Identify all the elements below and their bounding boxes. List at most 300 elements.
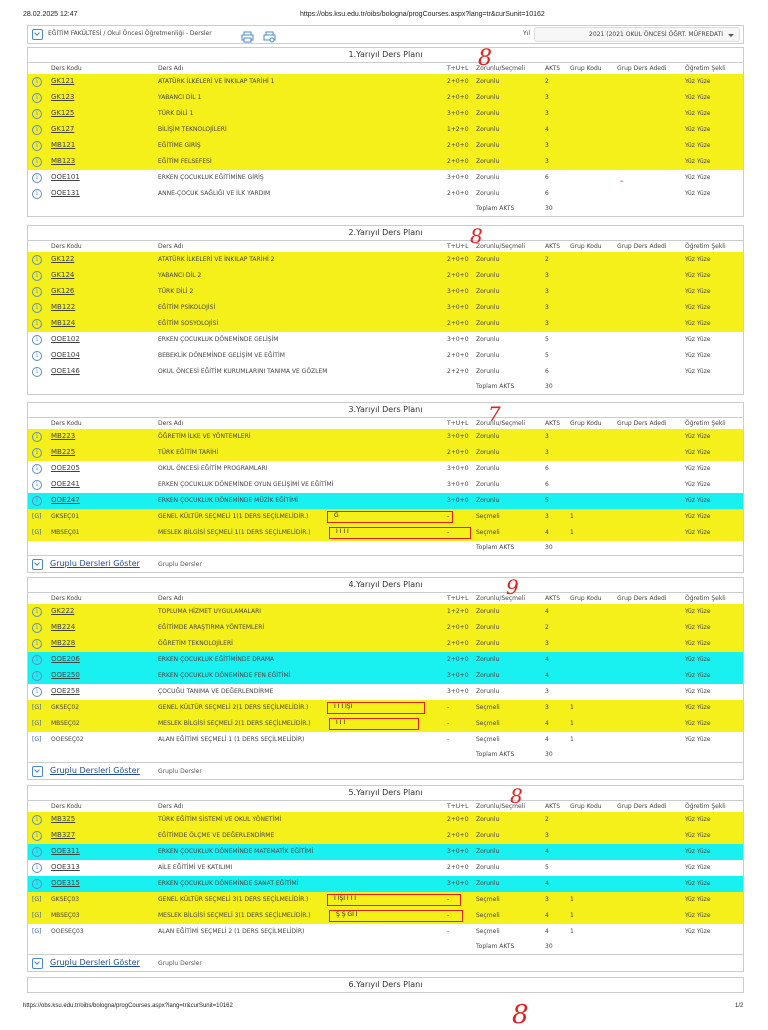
course-akts: 6 (545, 368, 549, 375)
total-akts: 30 (545, 544, 553, 551)
course-delivery: Yüz Yüze (685, 126, 711, 133)
handwritten-count: 8 (512, 1000, 529, 1030)
course-tul: - (447, 720, 450, 727)
course-type: Zorunlu (476, 624, 500, 631)
course-delivery: Yüz Yüze (685, 94, 711, 101)
column-group-count: Grup Ders Adedi (617, 65, 667, 72)
table-header (28, 63, 743, 74)
course-tul: 2+0+0 (447, 320, 469, 327)
course-type: Zorunlu (476, 368, 500, 375)
info-icon[interactable]: i (32, 687, 42, 697)
course-delivery: Yüz Yüze (685, 928, 711, 935)
course-type: Zorunlu (476, 158, 500, 165)
course-akts: 5 (545, 497, 549, 504)
course-tul: - (447, 529, 450, 536)
semester-plan (27, 47, 744, 217)
course-row (28, 332, 743, 348)
course-akts: 3 (545, 896, 549, 903)
handwritten-dash: - (620, 176, 624, 187)
print-footer (0, 1003, 768, 1013)
course-name: ATATÜRK İLKELERİ VE İNKILAP TARİHİ 1 (158, 78, 275, 85)
print-header (0, 11, 768, 21)
course-code-link[interactable]: OOE104 (51, 351, 80, 359)
course-delivery: Yüz Yüze (685, 672, 711, 679)
info-icon[interactable]: i (32, 367, 42, 377)
show-grouped-courses-link[interactable]: Gruplu Dersleri Göster (50, 559, 140, 568)
course-delivery: Yüz Yüze (685, 880, 711, 887)
info-icon[interactable]: i (32, 319, 42, 329)
handwritten-count: 8 (470, 224, 483, 248)
course-code-link[interactable]: OOE146 (51, 367, 80, 375)
course-tul: 3+0+0 (447, 481, 469, 488)
course-row (28, 509, 743, 525)
column-tul: T+U+L (447, 243, 469, 250)
course-code-link[interactable]: GK126 (51, 287, 75, 295)
grouped-courses-label: Gruplu Dersler (158, 960, 202, 967)
course-akts: 2 (545, 624, 549, 631)
info-icon[interactable]: i (32, 815, 42, 825)
info-icon[interactable]: i (32, 271, 42, 281)
course-name: TOPLUMA HİZMET UYGULAMALARI (158, 608, 262, 615)
course-name: ÖĞRETİM İLKE VE YÖNTEMLERİ (158, 433, 251, 440)
course-akts: 3 (545, 272, 549, 279)
course-tul: 2+2+0 (447, 368, 469, 375)
course-tul: 2+0+0 (447, 78, 469, 85)
course-group-code: 1 (570, 704, 574, 711)
course-tul: 3+0+0 (447, 497, 469, 504)
course-code-link[interactable]: OOE247 (51, 496, 80, 504)
course-code-link[interactable]: GK125 (51, 109, 75, 117)
course-row (28, 493, 743, 509)
info-icon[interactable]: i (32, 623, 42, 633)
course-type: Zorunlu (476, 481, 500, 488)
course-delivery: Yüz Yüze (685, 336, 711, 343)
info-icon[interactable]: i (32, 173, 42, 183)
course-name: YABANCI DİL 2 (158, 272, 202, 279)
footer-page: 1/2 (735, 1003, 744, 1009)
course-name: GENEL KÜLTÜR SEÇMELİ 1(1 DERS SEÇİLMELİDİR.) (158, 513, 309, 520)
info-icon[interactable]: i (32, 109, 42, 119)
course-type: Seçmeli (476, 736, 500, 743)
course-row (28, 445, 743, 461)
info-icon[interactable]: i (32, 671, 42, 681)
total-akts: 30 (545, 383, 553, 390)
course-delivery: Yüz Yüze (685, 158, 711, 165)
course-type: Seçmeli (476, 896, 500, 903)
course-code-link[interactable]: MB122 (51, 303, 76, 311)
course-type: Seçmeli (476, 912, 500, 919)
course-delivery: Yüz Yüze (685, 832, 711, 839)
column-type: Zorunlu/Seçmeli (476, 243, 526, 250)
course-tul: - (447, 736, 450, 743)
course-akts: 3 (545, 288, 549, 295)
course-delivery: Yüz Yüze (685, 288, 711, 295)
info-icon[interactable]: i (32, 141, 42, 151)
course-name: TÜRK DİLİ 2 (158, 288, 194, 295)
group-marker: [G] (32, 736, 42, 743)
column-type: Zorunlu/Seçmeli (476, 420, 526, 427)
course-delivery: Yüz Yüze (685, 352, 711, 359)
info-icon[interactable]: i (32, 157, 42, 167)
course-row (28, 525, 743, 541)
expand-icon[interactable] (32, 958, 43, 969)
course-code-link[interactable]: OOE241 (51, 480, 80, 488)
column-akts: AKTS (545, 595, 561, 602)
course-akts: 4 (545, 529, 549, 536)
course-akts: 3 (545, 640, 549, 647)
course-code: MBSEÇ02 (51, 720, 80, 727)
course-name: MESLEK BİLGİSİ SEÇMELİ 3(1 DERS SEÇİLMELİDİR.) (158, 912, 311, 919)
course-delivery: Yüz Yüze (685, 513, 711, 520)
course-name: OKUL ÖNCESİ EĞİTİM PROGRAMLARI (158, 465, 268, 472)
column-group-code: Grup Kodu (570, 65, 602, 72)
course-code-link[interactable]: GK121 (51, 77, 75, 85)
course-name: EĞİTİMDE ÖLÇME VE DEĞERLENDİRME (158, 832, 275, 839)
course-code-link[interactable]: OOE250 (51, 671, 80, 679)
course-code-link[interactable]: OOE101 (51, 173, 80, 181)
course-type: Zorunlu (476, 816, 500, 823)
course-akts: 3 (545, 304, 549, 311)
redbox-marks: I I I I (336, 528, 349, 535)
course-delivery: Yüz Yüze (685, 848, 711, 855)
course-row (28, 668, 743, 684)
course-delivery: Yüz Yüze (685, 368, 711, 375)
course-code-link[interactable]: OOE102 (51, 335, 80, 343)
info-icon[interactable]: i (32, 655, 42, 665)
expand-icon[interactable] (32, 559, 43, 570)
semester-title: 1.Yarıyıl Ders Planı (28, 47, 743, 63)
column-akts: AKTS (545, 243, 561, 250)
course-type: Zorunlu (476, 174, 500, 181)
total-label: Toplam AKTS (476, 205, 515, 212)
course-tul: 3+0+0 (447, 304, 469, 311)
course-delivery: Yüz Yüze (685, 656, 711, 663)
course-type: Zorunlu (476, 142, 500, 149)
column-akts: AKTS (545, 420, 561, 427)
course-delivery: Yüz Yüze (685, 110, 711, 117)
info-icon[interactable]: i (32, 847, 42, 857)
info-icon[interactable]: i (32, 607, 42, 617)
course-delivery: Yüz Yüze (685, 320, 711, 327)
dropdown-icon[interactable] (32, 29, 43, 40)
course-akts: 6 (545, 481, 549, 488)
course-code-link[interactable]: MB223 (51, 432, 76, 440)
course-delivery: Yüz Yüze (685, 481, 711, 488)
course-group-code: 1 (570, 736, 574, 743)
course-code-link[interactable]: OOE311 (51, 847, 80, 855)
total-akts: 30 (545, 943, 553, 950)
course-row (28, 652, 743, 668)
info-icon[interactable]: i (32, 831, 42, 841)
course-code-link[interactable]: GK122 (51, 255, 75, 263)
course-group-code: 1 (570, 912, 574, 919)
course-row (28, 924, 743, 940)
course-tul: 3+0+0 (447, 672, 469, 679)
info-icon[interactable]: i (32, 189, 42, 199)
column-code: Ders Kodu (51, 65, 82, 72)
year-select[interactable] (534, 27, 740, 42)
course-delivery: Yüz Yüze (685, 304, 711, 311)
info-icon[interactable]: i (32, 77, 42, 87)
course-type: Seçmeli (476, 529, 500, 536)
column-name: Ders Adı (158, 243, 184, 250)
course-row (28, 348, 743, 364)
course-code: GKSEÇ02 (51, 704, 80, 711)
course-code-link[interactable]: OOE315 (51, 879, 80, 887)
course-code-link[interactable]: OOE131 (51, 189, 80, 197)
course-row (28, 268, 743, 284)
column-name: Ders Adı (158, 420, 184, 427)
year-select-value: 2021 (2021 OKUL ÖNCESİ ÖĞRT. MÜFREDATI (589, 31, 723, 38)
course-tul: - (447, 513, 450, 520)
info-icon[interactable]: i (32, 639, 42, 649)
course-akts: 4 (545, 656, 549, 663)
semester-plan (27, 785, 744, 972)
course-type: Zorunlu (476, 94, 500, 101)
course-code-link[interactable]: GK222 (51, 607, 75, 615)
handwritten-redbox (329, 910, 463, 922)
course-akts: 4 (545, 720, 549, 727)
course-tul: 1+2+0 (447, 126, 469, 133)
course-type: Zorunlu (476, 864, 500, 871)
course-delivery: Yüz Yüze (685, 624, 711, 631)
year-label: Yıl (523, 30, 530, 37)
course-type: Zorunlu (476, 449, 500, 456)
column-group-code: Grup Kodu (570, 243, 602, 250)
course-tul: - (447, 928, 450, 935)
table-header (28, 418, 743, 429)
course-type: Zorunlu (476, 848, 500, 855)
column-type: Zorunlu/Seçmeli (476, 595, 526, 602)
course-name: ERKEN ÇOCUKLUK DÖNEMİNDE SANAT EĞİTİMİ (158, 880, 299, 887)
course-code-link[interactable]: OOE313 (51, 863, 80, 871)
course-code-link[interactable]: MB224 (51, 623, 76, 631)
column-group-count: Grup Ders Adedi (617, 803, 667, 810)
course-akts: 3 (545, 449, 549, 456)
course-name: AİLE EĞİTİMİ VE KATILIMI (158, 864, 233, 871)
course-akts: 6 (545, 190, 549, 197)
course-type: Zorunlu (476, 608, 500, 615)
course-code-link[interactable]: MB325 (51, 815, 76, 823)
course-akts: 3 (545, 704, 549, 711)
course-delivery: Yüz Yüze (685, 529, 711, 536)
column-code: Ders Kodu (51, 420, 82, 427)
course-row (28, 364, 743, 380)
course-code-link[interactable]: OOE258 (51, 687, 80, 695)
column-name: Ders Adı (158, 595, 184, 602)
info-icon[interactable]: i (32, 335, 42, 345)
course-delivery: Yüz Yüze (685, 465, 711, 472)
course-type: Zorunlu (476, 256, 500, 263)
course-delivery: Yüz Yüze (685, 816, 711, 823)
course-name: EĞİTİME GİRİŞ (158, 142, 201, 149)
table-header (28, 241, 743, 252)
course-delivery: Yüz Yüze (685, 272, 711, 279)
course-code-link[interactable]: GK127 (51, 125, 75, 133)
group-marker: [G] (32, 912, 42, 919)
course-name: ATATÜRK İLKELERİ VE İNKILAP TARİHİ 2 (158, 256, 275, 263)
course-row (28, 477, 743, 493)
course-delivery: Yüz Yüze (685, 78, 711, 85)
group-marker: [G] (32, 513, 42, 520)
breadcrumb: EĞİTİM FAKÜLTESİ / Okul Öncesi Öğretmenliği - Dersler (48, 30, 212, 37)
course-code-link[interactable]: MB228 (51, 639, 76, 647)
column-akts: AKTS (545, 803, 561, 810)
course-name: GENEL KÜLTÜR SEÇMELİ 2(1 DERS SEÇİLMELİDİR.) (158, 704, 309, 711)
info-icon[interactable]: i (32, 879, 42, 889)
column-delivery: Öğretim Şekli (685, 65, 726, 72)
course-row (28, 186, 743, 202)
course-tul: 2+0+0 (447, 158, 469, 165)
course-tul: 3+0+0 (447, 433, 469, 440)
course-akts: 2 (545, 78, 549, 85)
course-row (28, 732, 743, 748)
course-row (28, 604, 743, 620)
info-icon[interactable]: i (32, 464, 42, 474)
course-delivery: Yüz Yüze (685, 896, 711, 903)
handwritten-redbox (327, 894, 461, 906)
course-tul: 3+0+0 (447, 848, 469, 855)
course-name: ERKEN ÇOCUKLUK EĞİTİMİNE GİRİŞ (158, 174, 264, 181)
course-code-link[interactable]: GK124 (51, 271, 75, 279)
course-code-link[interactable]: OOE205 (51, 464, 80, 472)
course-name: ERKEN ÇOCUKLUK DÖNEMİNDE FEN EĞİTİMİ (158, 672, 291, 679)
group-marker: [G] (32, 720, 42, 727)
info-icon[interactable]: i (32, 303, 42, 313)
course-type: Zorunlu (476, 110, 500, 117)
course-tul: 2+0+0 (447, 94, 469, 101)
course-row (28, 908, 743, 924)
course-code: MBSEÇ01 (51, 529, 80, 536)
info-icon[interactable]: i (32, 496, 42, 506)
column-type: Zorunlu/Seçmeli (476, 803, 526, 810)
show-grouped-courses-link[interactable]: Gruplu Dersleri Göster (50, 958, 140, 967)
course-code-link[interactable]: OOE206 (51, 655, 80, 663)
course-akts: 3 (545, 688, 549, 695)
semester-plan (27, 225, 744, 395)
course-tul: 2+0+0 (447, 352, 469, 359)
course-delivery: Yüz Yüze (685, 736, 711, 743)
course-name: TÜRK DİLİ 1 (158, 110, 194, 117)
column-code: Ders Kodu (51, 243, 82, 250)
course-name: TÜRK EĞİTİM TARİHİ (158, 449, 219, 456)
course-tul: 2+0+0 (447, 640, 469, 647)
course-code-link[interactable]: MB225 (51, 448, 76, 456)
course-tul: 3+0+0 (447, 688, 469, 695)
grouped-courses-bar (28, 762, 743, 779)
course-row (28, 844, 743, 860)
course-row (28, 252, 743, 268)
course-code-link[interactable]: MB124 (51, 319, 76, 327)
course-row (28, 860, 743, 876)
redbox-marks: I I I (336, 719, 346, 726)
course-type: Seçmeli (476, 928, 500, 935)
course-code-link[interactable]: MB327 (51, 831, 76, 839)
course-type: Zorunlu (476, 656, 500, 663)
info-icon[interactable]: i (32, 448, 42, 458)
column-akts: AKTS (545, 65, 561, 72)
course-delivery: Yüz Yüze (685, 912, 711, 919)
course-tul: 2+0+0 (447, 142, 469, 149)
handwritten-redbox (327, 702, 425, 714)
course-name: MESLEK BİLGİSİ SEÇMELİ 2(1 DERS SEÇİLMELİDİR.) (158, 720, 311, 727)
course-tul: 3+0+0 (447, 110, 469, 117)
course-tul: 2+0+0 (447, 190, 469, 197)
semester-title: 6.Yarıyıl Ders Planı (28, 977, 743, 993)
course-type: Zorunlu (476, 352, 500, 359)
show-grouped-courses-link[interactable]: Gruplu Dersleri Göster (50, 766, 140, 775)
course-name: BİLİŞİM TEKNOLOJİLERİ (158, 126, 227, 133)
course-group-code: 1 (570, 928, 574, 935)
course-akts: 3 (545, 142, 549, 149)
course-akts: 3 (545, 433, 549, 440)
course-name: ÇOCUĞU TANIMA VE DEĞERLENDİRME (158, 688, 274, 695)
total-label: Toplam AKTS (476, 751, 515, 758)
course-akts: 2 (545, 816, 549, 823)
course-name: EĞİTİM FELSEFESİ (158, 158, 212, 165)
course-delivery: Yüz Yüze (685, 640, 711, 647)
course-code-link[interactable]: MB123 (51, 157, 76, 165)
info-icon[interactable]: i (32, 863, 42, 873)
course-delivery: Yüz Yüze (685, 142, 711, 149)
column-group-code: Grup Kodu (570, 595, 602, 602)
course-tul: - (447, 912, 450, 919)
expand-icon[interactable] (32, 766, 43, 777)
course-type: Zorunlu (476, 78, 500, 85)
course-name: MESLEK BİLGİSİ SEÇMELİ 1(1 DERS SEÇİLMELİDİR.) (158, 529, 311, 536)
course-row (28, 876, 743, 892)
info-icon[interactable]: i (32, 432, 42, 442)
info-icon[interactable]: i (32, 255, 42, 265)
print-icon[interactable] (241, 28, 254, 40)
course-delivery: Yüz Yüze (685, 256, 711, 263)
info-icon[interactable]: i (32, 480, 42, 490)
course-type: Zorunlu (476, 190, 500, 197)
print-preview-icon[interactable] (263, 28, 276, 40)
column-name: Ders Adı (158, 803, 184, 810)
course-row (28, 684, 743, 700)
info-icon[interactable]: i (32, 93, 42, 103)
column-group-code: Grup Kodu (570, 803, 602, 810)
course-akts: 3 (545, 832, 549, 839)
info-icon[interactable]: i (32, 125, 42, 135)
column-delivery: Öğretim Şekli (685, 595, 726, 602)
group-marker: [G] (32, 704, 42, 711)
course-akts: 4 (545, 848, 549, 855)
info-icon[interactable]: i (32, 351, 42, 361)
course-name: EĞİTİM SOSYOLOJİSİ (158, 320, 219, 327)
course-type: Zorunlu (476, 272, 500, 279)
course-code: GKSEÇ03 (51, 896, 80, 903)
course-name: ERKEN ÇOCUKLUK DÖNEMİNDE MÜZİK EĞİTİMİ (158, 497, 298, 504)
course-akts: 6 (545, 174, 549, 181)
course-code: OOESEÇ03 (51, 928, 84, 935)
course-name: ERKEN ÇOCUKLUK DÖNEMİNDE OYUN GELİŞİMİ VE EĞİTİMİ (158, 481, 334, 488)
info-icon[interactable]: i (32, 287, 42, 297)
course-tul: 1+2+0 (447, 608, 469, 615)
course-delivery: Yüz Yüze (685, 174, 711, 181)
course-akts: 5 (545, 352, 549, 359)
course-code: GKSEÇ01 (51, 513, 80, 520)
course-tul: - (447, 704, 450, 711)
course-code-link[interactable]: MB121 (51, 141, 76, 149)
course-akts: 4 (545, 928, 549, 935)
course-akts: 3 (545, 158, 549, 165)
course-delivery: Yüz Yüze (685, 433, 711, 440)
course-code-link[interactable]: GK123 (51, 93, 75, 101)
course-type: Zorunlu (476, 465, 500, 472)
course-row (28, 828, 743, 844)
